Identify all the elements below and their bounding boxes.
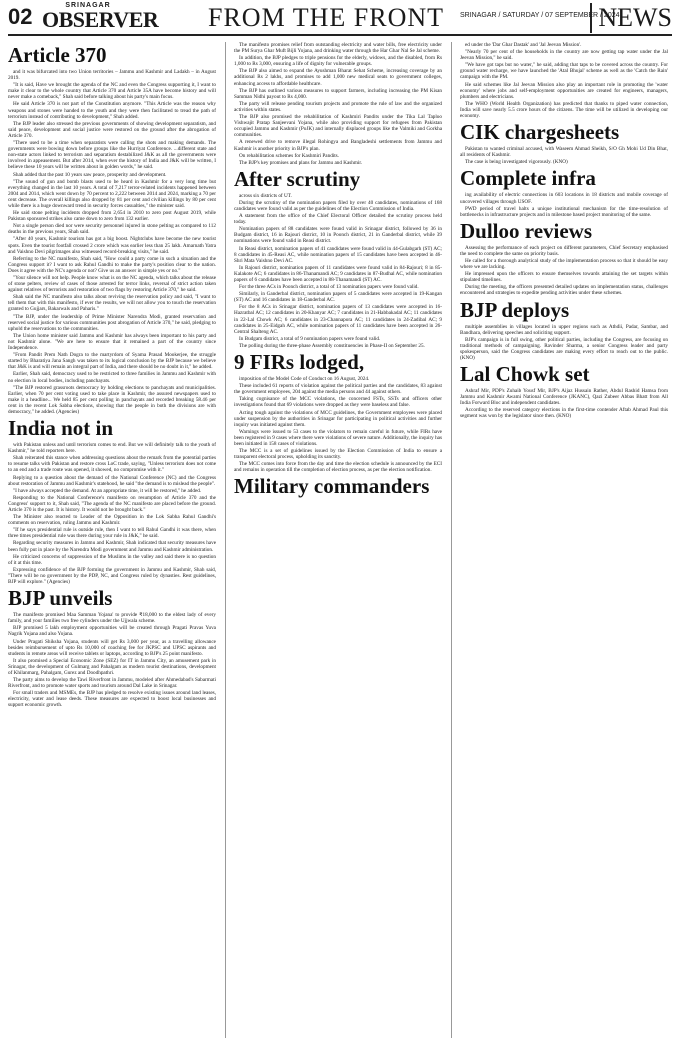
story-paragraph: BJP's campaign is in full swing, other political parties, including the Congress, are focusing on traditional methods of campaigning. Ravinder Sharma, a senior Congress leader and party spokesperson, said the Congress candidates are making every effort to reach out to the public. (KNO) [460,336,668,361]
story-paragraph: The MCC comes into force from the day and time the election schedule is announced by the ECI and remains in operation till the completion of election process, as per the election notification. [234,461,442,474]
story-headline: Article 370 [8,43,107,67]
story-paragraph: He said schemes like Jal Jeevan Mission also play an important role in promoting the 'water economy' where jobs and self-employment opportunities are created for engineers, managers, plumbers and electricians. [460,81,668,100]
logo-top-text: SRINAGAR [65,2,111,9]
section-title: FROM THE FRONT [208,3,445,32]
column-2 [234,42,442,1038]
story-paragraph: During the meeting, the officers presented detailed updates on implementation status, challenges encountered and strategies to expedite pending activities under these schemes. [460,284,668,297]
story-paragraph: "The sound of gun and bomb blasts used to be heard in Kashmir for a very long time but everything changed in the last 10 years. A total of 7,217 terror-related incidents happened between 2004 and 2014, which went down by 70 percent to 2,222 between 2014 and 2024, marking a 70 per cent decrease. The overall killings also dropped by 81 per cent and civilian killings by 80 per cent while there is a huge downward trend in security forces casualties," the minister said. [8,178,216,209]
story-paragraph: During the scrutiny of the nomination papers filed by over 40 candidates, nominations of 168 candidates were found valid as per the guidelines of the Election Commission of India. [234,199,442,212]
story-paragraph: In Rajouri district, nomination papers of 11 candidates were found valid in 84-Rajouri; 8 in 85-Kalakote AC; 6 candidates in 86-Thanamandi AC; 9 candidates in 87-Budhal AC, while nomination papers of 6 candidates have been accepted in 88-Thanamandi (ST) AC. [234,264,442,283]
story-paragraph: Acting tough against the violations of MCC guidelines, the Government employees were placed under suspension by the authorities in Srinagar for participating in political activities and further inquiry was initiated against them. [234,409,442,428]
story-paragraph: A renewed drive to remove illegal Rohingya and Bangladeshi settlements from Jammu and Kashmir is another priority in BJP's plan. [234,139,442,152]
story [460,121,668,165]
story-paragraph: It also promised a Special Economic Zone (SEZ) for IT in Jammu City, an amusement park in Srinagar, the development of Gulmarg and Pahalgam as modern tourist destinations, development of Khilanmarg, Pahalgam, Gurez and Doodhpathri. [8,657,216,676]
article-columns [8,42,672,1038]
story-paragraph: The Minister also reacted to Leader of the Opposition in the Lok Sabha Rahul Gandhi's comments on reservation, ruling Jammu and Kashmir. [8,514,216,527]
story-paragraph: Similarly, in Ganderbal district, nomination papers of 5 candidates were accepted in 19-Kangan (ST) AC and 16 candidates in 18-Ganderbal AC. [234,291,442,304]
story-paragraph: Shah reiterated this stance when addressing questions about the remark from the potential parties to resume talks with Pakistan and restore cross LoC trade, saying, "Unless terrorism does not come to an end and a trade route was opened, it showed, no compromise with it." [8,455,216,474]
story-paragraph: multiple assemblies in villages located in upper regions such as Athdii, Padar, Sambar, and Bandhara, delivering speeches and soliciting support. [460,323,668,336]
story-paragraph: He called for a thorough analytical study of the implementation process so that it should be easy where we are lacking. [460,257,668,271]
story-paragraph: The WHO (World Health Organization) has predicted that thanks to piped water connection, India will save nearly 5.5 crore hours of the citizens. The time will be utilized in developing our economy. [460,100,668,120]
story-headline: Lal Chowk set [460,362,590,387]
story-paragraph: For the three ACs in Poonch district, a total of 13 nomination papers were found valid. [239,284,419,291]
newspaper-logo [42,2,159,32]
story-paragraph: Assessing the performance of each project on different parameters, Chief Secretary emphasised the need to complete the same on priority basis. [460,244,668,257]
story-headline: BJP unveils [8,586,113,611]
story-paragraph: "If he says presidential rule is outside rule, then I want to tell Rahul Gandhi it was there, when three times presidential rule was there during your rule in J&K," he said. [8,527,216,540]
masthead [8,0,672,36]
story-paragraph: "From Pandit Prem Nath Dogra to the martyrdom of Syama Prasad Mookerjee, the struggle started by Bharatiya Jana Sangh was taken to its logical conclusion by the BJP because we believe that J&K is and will remain an integral part of India, and there should be no doubt in it," he added. [8,352,216,371]
story-paragraph: "I have always accepted the demand. At an appropriate time, it will be restored," he added. [13,487,202,494]
story-paragraph: The BJP also promised the rehabilitation of Kashmiri Pandits under the Tika Lal Taploo Vishwajit Pratap Sanjeevani Yojana, while also providing support for refugees from Pakistan occupied Jammu and Kashmir (PoJK) and internally displaced groups like the Valmiki and Gorkha communities. [234,114,442,139]
story-paragraph: Ashraf Mir, PDP's Zuhaib Yousf Mir, BJP's Aijaz Hussain Rather, Abdul Rashid Hamsa from Jammu and Kashmir Awami National Conference (JKANC), Qazi Zubeer Abbas Bhatt from All India Forward Bloc and independent candidates. [460,388,668,407]
story [460,42,668,119]
story-paragraph: "We have got taps but no water," he said, adding that taps to be covered across the country. For ground water recharge, we have launched the 'Atal Bhujal' scheme as well as the 'Catch the Rain' campaign with the PM. [460,62,668,81]
column-1 [8,42,216,1038]
story-headline: After scrutiny [234,166,361,191]
column-divider [451,42,452,1038]
story-paragraph: He impressed upon the officers to ensure themselves towards attaining the set targets within stipulated timelines. [460,271,668,284]
story-paragraph: "There used to be a time when separatists were calling the shots and making demands. The governments were bowing down before groups like the Hurriyat Conference. ...different state and non-state actors linked to terrorism and separatism destabilized J&K as all the governments were involved in appeasement. But after 2014, when ever the history of India and J&K will be written, I believe these 10 years will be written about in golden words," he said. [8,140,216,171]
logo-main-text: OBSERVER [42,7,159,32]
story-paragraph: BJP promised 5 lakh employment opportunities will be created through Pragati Pravas Yuva Nagrik Yojana and also Yojana. [8,625,216,638]
story-paragraph: For the 8 ACs in Srinagar district, nomination papers of 13 candidates were accepted in 16-Hazratbal AC; 12 candidates in 20-Khanyar AC; 7 candidates in 21-Habbakadal AC; 11 candidates in 22-Lal Chowk AC; 6 candidates in 23-Channapora AC; 11 candidates in 24-Zadibal AC; 9 candidates in 25-Eidgah AC, while nomination papers of 11 candidates have been accepted in 26-Central Shalteng AC. [234,304,442,335]
story-paragraph: Earlier, Shah said, democracy used to be restricted to three families in Jammu and Kashmir with no election in local bodies, including panchayats. [8,371,216,384]
story-paragraph: The party will release pending tourism projects and promote the rule of law and the organized activities within states. [234,100,442,113]
story-paragraph: These included 61 reports of violation against the political parties and the candidates, 83 against the government employees, 204 against the media persons and 44 against others. [234,383,442,396]
story-headline: Dulloo reviews [460,218,593,243]
story-paragraph: The BJP leader also stressed the previous governments of showing development separatism, and said peace, development and social justice were restored on the ground after the abrogation of Article 370. [8,120,216,139]
story-paragraph: Expressing confidence of the BJP forming the government in Jammu and Kashmir, Shah said, "There will be no government by the PDP, NC, and Congress ruled by dynasties. Rest guidelines, BJP will explore." (Agencies) [8,566,216,586]
story-paragraph: Under Pragati Shiksha Yojana, students will get Rs 3,000 per year, as a travelling allowance besides reimbursement of upto Rs 10,000 of coaching fee for JKPSC and UPSC aspirants and students in remote areas will receive tablets or laptops, according to BJP's 25 point manifesto. [8,638,216,657]
story-paragraph: ed under the 'Dar Ghar Dastak' and 'Jal Jeevan Mission'. [465,42,582,48]
story-headline: Military commanders [234,474,430,499]
story [234,475,442,497]
section-tag: NEWS [590,3,672,33]
story-paragraph: Shah said the NC manifesto also talks about reviving the reservation policy and said, "I want to tell them that with this manifesto, if ever the results, we will not allow you to touch the reservation granted to Gujjars, Bakarwals and Paharis." [8,294,216,313]
story-paragraph: Shah added that the past 10 years saw peace, prosperity and development. [13,171,167,178]
story-paragraph: The manifesto promised Maa Samman Yojana' to provide ₹18,000 to the eldest lady of every family, and your families two free cylinders under the Ujjwala scheme. [8,612,216,625]
story-paragraph: The BJP's key promises and plans for Jammu and Kashmir. [239,159,363,166]
story-paragraph: Nomination papers of 88 candidates were found valid in Srinagar district, followed by 36 in Budgam district, 16 in Rajouri district, 10 in Poonch district, 21 in Ganderbal district, while 39 nominations were found valid in Reasi district. [234,226,442,245]
story-paragraph: The MCC is a set of guidelines issued by the Election Commission of India to ensure a transparent electoral process, upholding its sanctity. [234,448,442,461]
column-3 [460,42,668,1038]
story-paragraph: In Budgam district, a total of 9 nomination papers were found valid. [239,335,381,342]
story-paragraph: The case is being investigated vigorously. (KNO) [465,159,568,166]
story [460,299,668,362]
story [460,167,668,217]
story-paragraph: PWD period of travel halts a unique institutional mechanism for the time-resolution of bottlenecks in infrastructure projects and in milestone based project monitoring of the same. [460,205,668,218]
story-paragraph: "After 40 years, Kashmir tourism has got a big boost. Nightclubs have become the new tourist spots. Even the tourist footfall crossed 2 crore which was earlier less than 25 lakh. Amarnath Yatra and Vaishno Devi pilgrimages also witnessed record-breaking visits," he said. [8,236,216,255]
dateline: SRINAGAR / SATURDAY / 07 SEPTEMBER / 2024 [460,12,620,19]
story-paragraph: The polling during the three-phase Assembly constituencies in Phase-II on September 25. [239,342,425,349]
story-paragraph: Referring to the NC manifesto, Shah said, "How could a party come in such a situation and the Congress support it? I want to ask Rahul Gandhi to make the party's position clear to the nation. Does it agree with the NC's agenda or not? Give us an answer in simple yes or no." [8,255,216,274]
story [234,168,442,349]
story-paragraph: imposition of the Model Code of Conduct on 16 August, 2024. [239,376,370,383]
story-paragraph: Not a single person died nor were security personnel injured in stone pelting as compared to 112 deaths in the previous years, Shah said. [8,223,216,236]
story-headline: India not in [8,416,114,441]
story-paragraph: "It is said, Have we brought the agenda of the NC and even the Congress supporting it, I want to make it clear to the whole country that Article 370 and Article 35A have become history and will never make a comeback," Shah said before talking about his party's main focus. [8,82,216,101]
story [8,44,216,415]
story-paragraph: On rehabilitation schemes for Kashmiri Pandits. [239,152,339,159]
story-paragraph: ing availability of electric connections in 603 locations in 18 districts and mobile coverage of uncovered villages through USOF. [460,192,668,205]
story [8,587,216,708]
story [8,417,216,585]
story-paragraph: According to the reserved category elections in the first-time contender Aftab Ahmad Paul this segment was won by the legislator since then. (KNO) [460,407,668,420]
story [234,351,442,473]
story-paragraph: He criticized concerns of suppression of the Muslims in the valley and said there is no question of it at this time. [8,553,216,566]
story-headline: BJP deploys [460,297,570,322]
story [460,220,668,297]
story-headline: CIK chargesheets [460,120,620,145]
story-paragraph: For small traders and MSMEs, the BJP has pledged to resolve existing issues around land leases, electricity, water and lease deeds. These measures are expected to boost local businesses and support economic growth. [8,690,216,709]
story-paragraph: In Reasi district, nomination papers of 41 candidates were found valid in 44-Gulabgarh (ST) AC; 8 candidates in 45-Reasi AC, while nomination papers of 15 candidates have been accepted in 46-Shri Mata Vaishno Devi AC. [234,245,442,264]
story-paragraph: across six districts of UT. [239,192,292,199]
story-headline: Complete infra [460,166,596,191]
story-paragraph: The manifesto promises relief from outstanding electricity and water bills, free electricity under the PM Surya Ghar Muft Bijli Yojana, and drinking water through the Har Ghar Nal Se Jal scheme. [234,42,442,55]
column-divider [225,42,226,1038]
story-paragraph: Responding to the National Conference's manifesto on resumption of Article 370 and the Congress' support to it, Shah said, "The agenda of the NC manifesto are placed before the ground. Article 370 is the past. It is history. It would not be brought back." [8,494,216,513]
story-paragraph: "The BJP, under the leadership of Prime Minister Narendra Modi, granted reservation and reserved social justice for various communities post abrogation of Article 370," he said, pledging to uphold the reservations to the communities. [8,313,216,332]
story-paragraph: The party aims to develop the Tawi Riverfront in Jammu, modeled after Ahmedabad's Sabarmati Riverfront, and to promote water sports and tourism around Dal Lake in Srinagar. [8,677,216,690]
page-number: 02 [8,4,33,29]
story-paragraph: He said Article 370 is not part of the Constitution anymore. "This Article was the reason why weapons and stones were handed to the youth and they were then facilitated to tread the path of terrorism instead of contributing to development," Shah added. [8,101,216,120]
story-paragraph: and it was bifurcated into two Union territories – Jammu and Kashmir and Ladakh – in August 2019. [8,69,216,82]
story-paragraph: "Your silence will not help. People know what is on the NC agenda, which talks about the release of stone pelters, review of cases of those arrested for terror links, reversal of strict action taken against relatives of terrorists and restoration of two flags by restoring Article 370," he said. [8,275,216,294]
story-paragraph: In addition, the BJP pledges to triple pensions for the elderly, widows, and the disabled, from Rs 1,000 to Rs 3,000, ensuring a life of dignity for vulnerable groups. [234,55,442,68]
story-paragraph: "Nearly 70 per cent of the households in the country are now getting tap water under the Jal Jeevan Mission," he said. [460,49,668,62]
story-paragraph: Pakistan to wanted criminal accused, with Waseem Ahmad Sheikh, S/O Gh Mohi Ud Din Bhat, all residents of Kashmir. [460,146,668,159]
story-paragraph: "The BJP restored grassroots democracy by holding elections to panchayats and municipalities. Earlier, when 70 per cent voting used to take place in Kashmir, the assured newspapers used to make it a headline... We held 85 per cent polling in panchayats and recorded breaking 58.46 per cent in the recent Lok Sabha elections, showing that the people in both the divisions are with democracy," he added. (Agencies) [8,384,216,415]
story-headline: 9 FIRs lodged, [234,350,365,375]
story-paragraph: The BJP also aimed to expand the Ayushman Bharat Sehat Scheme, increasing coverage by an additional Rs 2 lakhs, and promises to add 1,000 new medical seats to government colleges, enhancing access to affordable healthcare. [234,68,442,87]
story-paragraph: Warnings were issued to 53 cases to the violators to remain careful in future, while FIRs have been registered in 9 cases where there were violations of severe nature. Additionally, the inquiry has been initiated in 158 cases of violations. [234,428,442,447]
story [234,42,442,166]
story [460,363,668,419]
story-paragraph: Regarding security measures in Jammu and Kashmir, Shah indicated that security measures have been fully put in place by the Narendra Modi government and Jammu and Kashmir administration. [8,540,216,553]
story-paragraph: A statement from the office of the Chief Electoral Officer detailed the scrutiny process held today. [234,213,442,226]
story-paragraph: He said stone pelting incidents dropped from 2,654 in 2010 to zero post August 2019, while Pakistan sponsored strikes also came down to zero from 132 earlier. [8,210,216,223]
story-paragraph: Replying to a question about the demand of the National Conference (NC) and the Congress about restoration of Jammu and Kashmir's statehood, he said "the demand is to mislead the people". [8,474,216,487]
story-paragraph: Taking cognisance of the MCC violations, the concerned FSTs, SSTs and officers other investigations found that 69 violations were dropped as they were baseless and false. [234,396,442,409]
story-paragraph: The Union home minister said Jammu and Kashmir has always been important to his party and not Kashmir alone. "We are here to ensure that it remained a part of the country since Independence. [8,332,216,352]
story-paragraph: The BJP has outlined various measures to support farmers, including increasing the PM Kisan Samman Nidhi payout to Rs 4,000. [234,87,442,100]
story-paragraph: with Pakistan unless and until terrorism comes to end. But we will definitely talk to the youth of Kashmir," he told reporters here. [8,442,216,455]
